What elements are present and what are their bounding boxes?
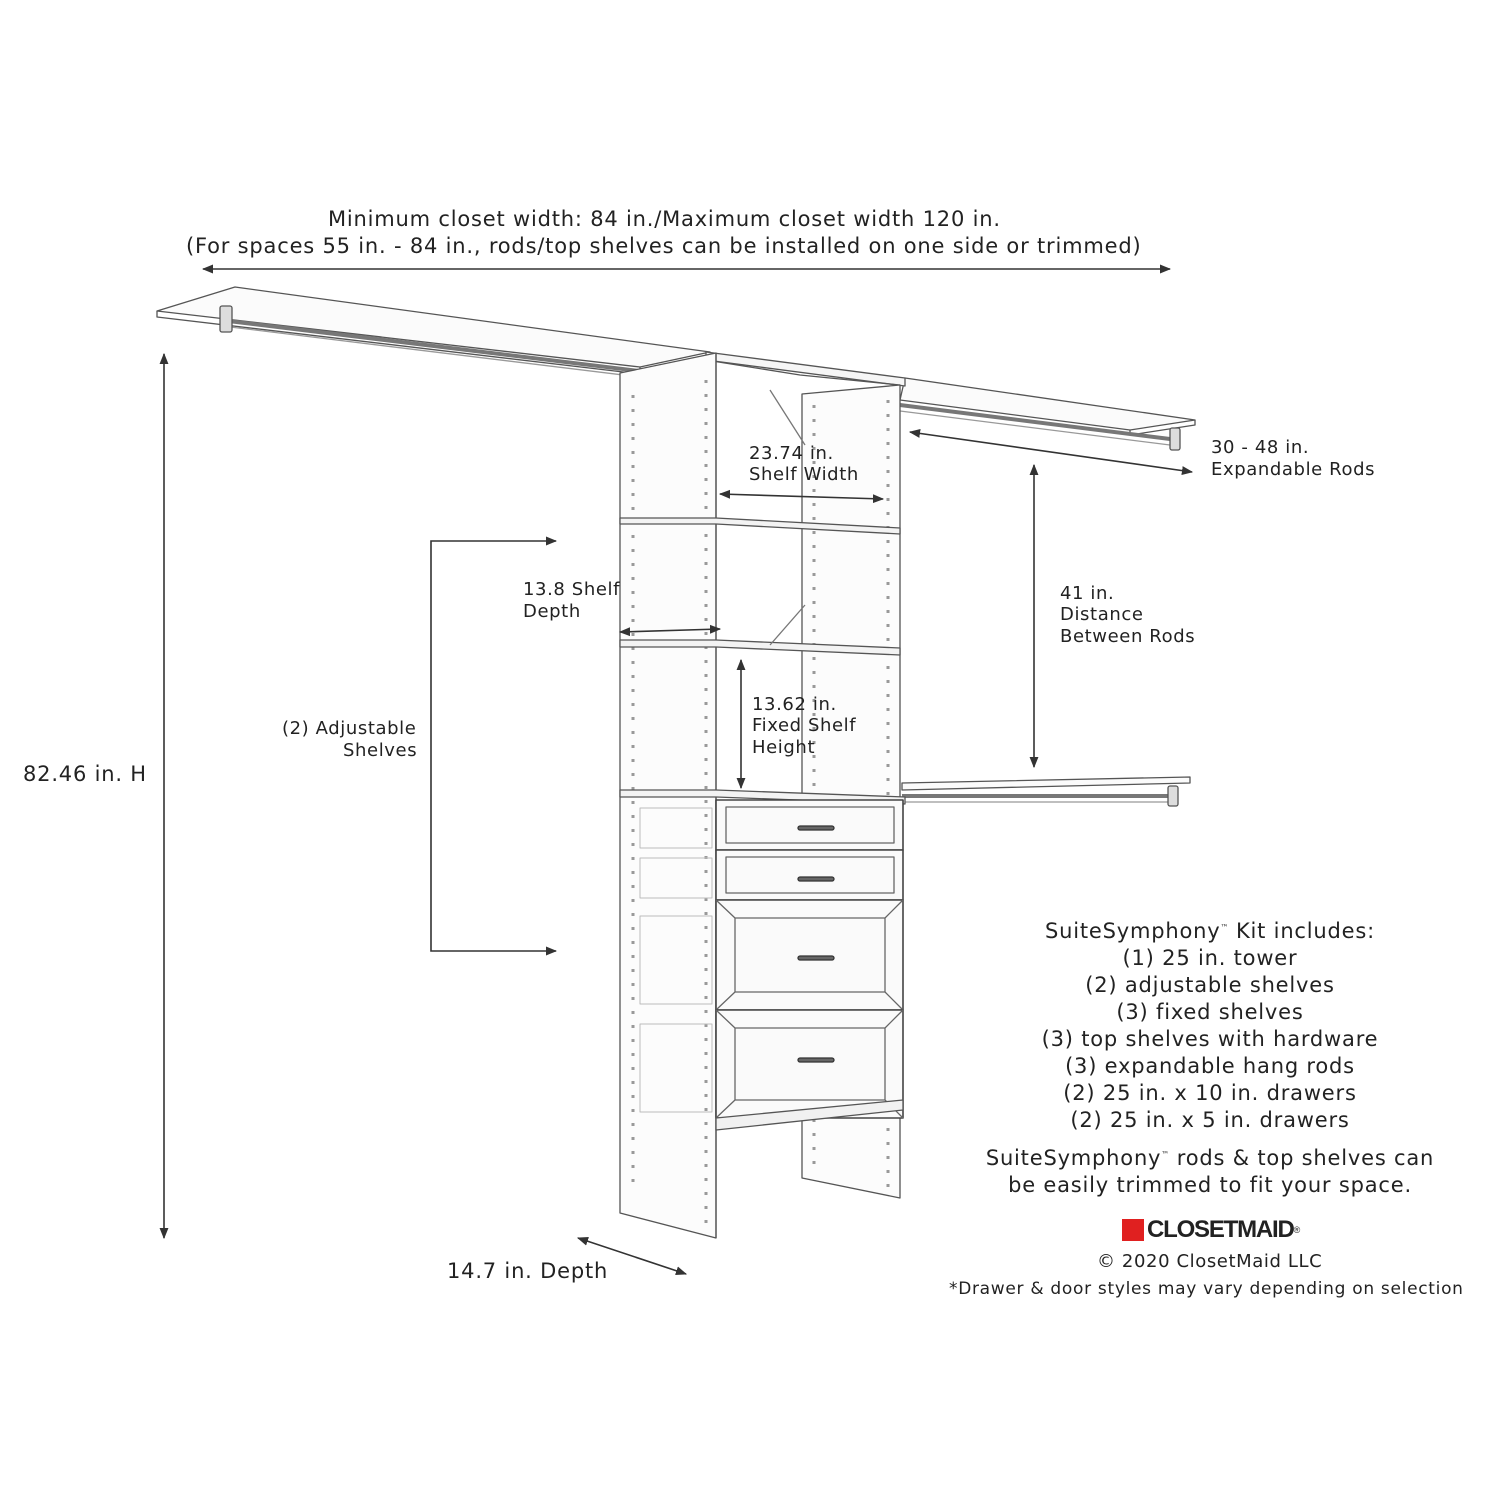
shelf-width-value: 23.74 in. bbox=[749, 443, 834, 464]
height-label: 82.46 in. H bbox=[23, 762, 147, 786]
rods-label: Expandable Rods bbox=[1211, 459, 1376, 480]
rods-value: 30 - 48 in. bbox=[1211, 437, 1310, 458]
disclaimer: *Drawer & door styles may vary depending on selection bbox=[949, 1279, 1464, 1299]
fixed-shelf-label1: Fixed Shelf bbox=[752, 715, 857, 736]
kit-item: (2) 25 in. x 5 in. drawers bbox=[1070, 1108, 1350, 1132]
kit-note-line1: SuiteSymphony™ rods & top shelves can bbox=[985, 1146, 1435, 1170]
logo-square-icon bbox=[1122, 1219, 1144, 1241]
fixed-shelf-value: 13.62 in. bbox=[752, 694, 837, 715]
kit-item: (1) 25 in. tower bbox=[1122, 946, 1298, 970]
kit-includes bbox=[955, 914, 1465, 1199]
adjustable-shelves-line2: Shelves bbox=[343, 740, 418, 761]
kit-item: (3) expandable hang rods bbox=[1065, 1054, 1355, 1078]
between-rods-value: 41 in. bbox=[1060, 583, 1115, 604]
shelf-width-label: Shelf Width bbox=[749, 464, 859, 485]
kit-item: (2) adjustable shelves bbox=[1085, 973, 1335, 997]
kit-item: (3) top shelves with hardware bbox=[1041, 1027, 1379, 1051]
closetmaid-logo: CLOSETMAID ® bbox=[1122, 1217, 1300, 1243]
between-rods-label2: Between Rods bbox=[1060, 626, 1196, 647]
depth-label: 14.7 in. Depth bbox=[447, 1259, 609, 1283]
adjustable-shelves-line1: (2) Adjustable bbox=[282, 718, 417, 739]
kit-title: SuiteSymphony™ Kit includes: bbox=[1045, 919, 1375, 943]
shelf-depth-label: Depth bbox=[523, 601, 581, 622]
between-rods-label1: Distance bbox=[1060, 604, 1144, 625]
width-title-line1: Minimum closet width: 84 in./Maximum closet width 120 in. bbox=[328, 207, 1001, 231]
width-title-line2: (For spaces 55 in. - 84 in., rods/top shelves can be installed on one side or trimmed) bbox=[186, 234, 1142, 258]
lower-right-shelf bbox=[902, 777, 1190, 806]
copyright: © 2020 ClosetMaid LLC bbox=[1097, 1251, 1323, 1272]
fixed-shelf-label2: Height bbox=[752, 737, 816, 758]
kit-note-line2: be easily trimmed to fit your space. bbox=[1008, 1173, 1412, 1197]
right-top-shelf bbox=[900, 378, 1195, 450]
shelf-depth-value: 13.8 Shelf bbox=[523, 579, 621, 600]
kit-item: (3) fixed shelves bbox=[1116, 1000, 1304, 1024]
kit-item: (2) 25 in. x 10 in. drawers bbox=[1063, 1081, 1357, 1105]
